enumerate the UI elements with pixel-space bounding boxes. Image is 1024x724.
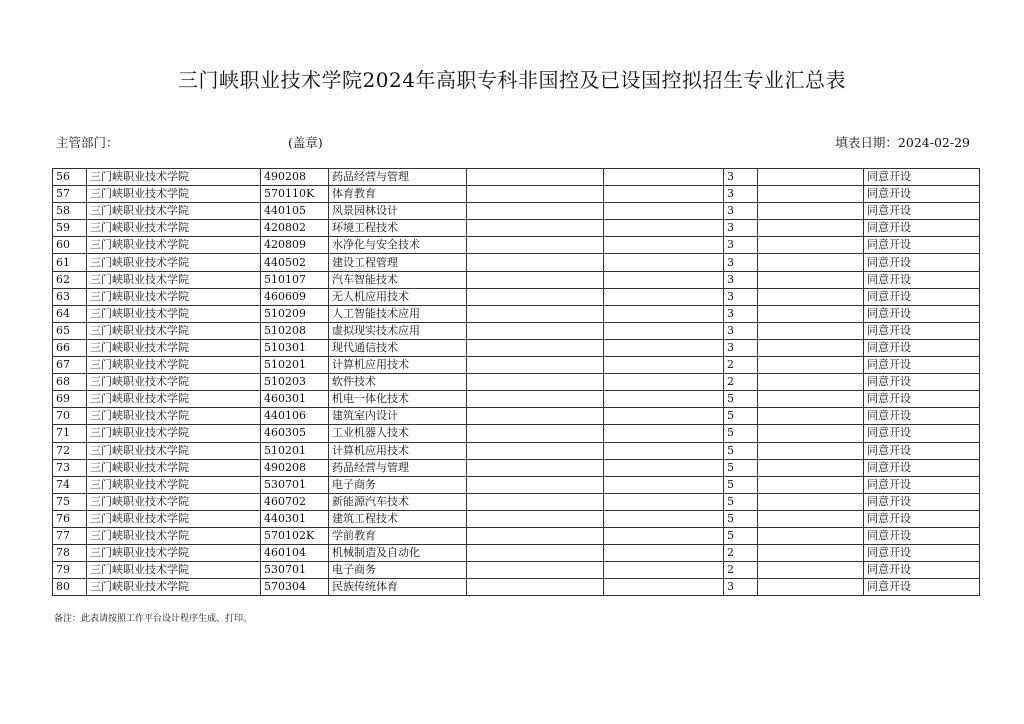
major-code-cell: 490208 [261,169,329,186]
approval-status-cell: 同意开设 [864,339,980,356]
fill-date-label: 填表日期：2024-02-29 [835,135,970,150]
major-code-cell: 460104 [261,545,329,562]
approval-status-cell: 同意开设 [864,254,980,271]
blank-cell [758,579,864,596]
row-number-cell: 57 [53,186,87,203]
approval-status-cell: 同意开设 [864,442,980,459]
duration-cell: 5 [724,425,758,442]
school-name-cell: 三门峡职业技术学院 [87,459,261,476]
school-name-cell: 三门峡职业技术学院 [87,408,261,425]
school-name-cell: 三门峡职业技术学院 [87,254,261,271]
blank-cell [758,339,864,356]
blank-cell [467,186,604,203]
school-name-cell: 三门峡职业技术学院 [87,305,261,322]
duration-cell: 5 [724,476,758,493]
major-name-cell: 计算机应用技术 [329,442,467,459]
blank-cell [467,408,604,425]
blank-cell [604,442,724,459]
major-code-cell: 420809 [261,237,329,254]
major-name-cell: 机械制造及自动化 [329,545,467,562]
major-name-cell: 工业机器人技术 [329,425,467,442]
table-row [53,442,980,459]
table-row [53,322,980,339]
blank-cell [604,408,724,425]
school-name-cell: 三门峡职业技术学院 [87,425,261,442]
table-row [53,305,980,322]
duration-cell: 5 [724,459,758,476]
duration-cell: 5 [724,493,758,510]
school-name-cell: 三门峡职业技术学院 [87,339,261,356]
blank-cell [758,288,864,305]
blank-cell [758,425,864,442]
school-name-cell: 三门峡职业技术学院 [87,271,261,288]
blank-cell [758,493,864,510]
school-name-cell: 三门峡职业技术学院 [87,169,261,186]
row-number-cell: 58 [53,203,87,220]
blank-cell [758,459,864,476]
approval-status-cell: 同意开设 [864,305,980,322]
row-number-cell: 68 [53,374,87,391]
major-code-cell: 510203 [261,374,329,391]
major-code-cell: 440106 [261,408,329,425]
blank-cell [758,442,864,459]
approval-status-cell: 同意开设 [864,459,980,476]
table-row [53,579,980,596]
approval-status-cell: 同意开设 [864,425,980,442]
blank-cell [758,271,864,288]
approval-status-cell: 同意开设 [864,493,980,510]
table-row [53,169,980,186]
approval-status-cell: 同意开设 [864,408,980,425]
major-name-cell: 人工智能技术应用 [329,305,467,322]
row-number-cell: 78 [53,545,87,562]
blank-cell [467,527,604,544]
duration-cell: 3 [724,169,758,186]
table-row [53,339,980,356]
blank-cell [758,203,864,220]
approval-status-cell: 同意开设 [864,271,980,288]
major-name-cell: 电子商务 [329,476,467,493]
duration-cell: 3 [724,203,758,220]
duration-cell: 3 [724,186,758,203]
major-name-cell: 民族传统体育 [329,579,467,596]
major-name-cell: 药品经营与管理 [329,459,467,476]
footnote: 备注：此表请按照工作平台设计程序生成、打印。 [54,614,253,624]
major-name-cell: 建设工程管理 [329,254,467,271]
blank-cell [467,442,604,459]
table-row [53,476,980,493]
school-name-cell: 三门峡职业技术学院 [87,357,261,374]
table-row [53,408,980,425]
table-row [53,203,980,220]
table-row [53,254,980,271]
major-name-cell: 电子商务 [329,562,467,579]
blank-cell [467,220,604,237]
table-row [53,562,980,579]
major-code-cell: 510201 [261,357,329,374]
duration-cell: 3 [724,339,758,356]
row-number-cell: 76 [53,510,87,527]
table-row [53,459,980,476]
school-name-cell: 三门峡职业技术学院 [87,442,261,459]
major-code-cell: 440301 [261,510,329,527]
approval-status-cell: 同意开设 [864,288,980,305]
approval-status-cell: 同意开设 [864,545,980,562]
blank-cell [758,220,864,237]
school-name-cell: 三门峡职业技术学院 [87,220,261,237]
blank-cell [758,408,864,425]
row-number-cell: 61 [53,254,87,271]
major-name-cell: 药品经营与管理 [329,169,467,186]
blank-cell [604,476,724,493]
duration-cell: 2 [724,374,758,391]
major-code-cell: 510208 [261,322,329,339]
duration-cell: 3 [724,579,758,596]
school-name-cell: 三门峡职业技术学院 [87,237,261,254]
major-name-cell: 体育教育 [329,186,467,203]
blank-cell [604,339,724,356]
blank-cell [758,305,864,322]
blank-cell [467,493,604,510]
duration-cell: 3 [724,237,758,254]
table-row [53,391,980,408]
blank-cell [604,459,724,476]
blank-cell [604,169,724,186]
blank-cell [467,322,604,339]
duration-cell: 5 [724,527,758,544]
major-code-cell: 510107 [261,271,329,288]
major-code-cell: 460301 [261,391,329,408]
major-name-cell: 汽车智能技术 [329,271,467,288]
blank-cell [604,374,724,391]
blank-cell [758,476,864,493]
table-row [53,545,980,562]
approval-status-cell: 同意开设 [864,579,980,596]
major-code-cell: 440502 [261,254,329,271]
blank-cell [604,237,724,254]
department-label: 主管部门： [56,135,119,150]
duration-cell: 3 [724,288,758,305]
blank-cell [604,493,724,510]
major-name-cell: 软件技术 [329,374,467,391]
blank-cell [604,545,724,562]
approval-status-cell: 同意开设 [864,322,980,339]
approval-status-cell: 同意开设 [864,510,980,527]
school-name-cell: 三门峡职业技术学院 [87,203,261,220]
duration-cell: 2 [724,562,758,579]
page-title: 三门峡职业技术学院2024年高职专科非国控及已设国控拟招生专业汇总表 [178,68,846,92]
major-name-cell: 无人机应用技术 [329,288,467,305]
blank-cell [467,510,604,527]
major-name-cell: 机电一体化技术 [329,391,467,408]
row-number-cell: 56 [53,169,87,186]
row-number-cell: 62 [53,271,87,288]
row-number-cell: 73 [53,459,87,476]
table-row [53,271,980,288]
row-number-cell: 77 [53,527,87,544]
approval-status-cell: 同意开设 [864,169,980,186]
table-row [53,527,980,544]
table-row [53,374,980,391]
blank-cell [604,254,724,271]
blank-cell [467,545,604,562]
duration-cell: 5 [724,442,758,459]
blank-cell [604,510,724,527]
major-code-cell: 490208 [261,459,329,476]
approval-status-cell: 同意开设 [864,186,980,203]
blank-cell [604,562,724,579]
major-code-cell: 510301 [261,339,329,356]
row-number-cell: 63 [53,288,87,305]
blank-cell [467,476,604,493]
table-row [53,288,980,305]
approval-status-cell: 同意开设 [864,476,980,493]
school-name-cell: 三门峡职业技术学院 [87,186,261,203]
blank-cell [758,237,864,254]
blank-cell [758,169,864,186]
major-code-cell: 570102K [261,527,329,544]
blank-cell [604,271,724,288]
blank-cell [604,288,724,305]
major-name-cell: 建筑工程技术 [329,510,467,527]
approval-status-cell: 同意开设 [864,391,980,408]
blank-cell [758,357,864,374]
blank-cell [467,357,604,374]
school-name-cell: 三门峡职业技术学院 [87,493,261,510]
blank-cell [467,203,604,220]
row-number-cell: 75 [53,493,87,510]
blank-cell [467,374,604,391]
duration-cell: 3 [724,305,758,322]
blank-cell [604,527,724,544]
blank-cell [758,562,864,579]
row-number-cell: 59 [53,220,87,237]
duration-cell: 2 [724,357,758,374]
blank-cell [604,203,724,220]
blank-cell [758,322,864,339]
blank-cell [467,459,604,476]
blank-cell [467,288,604,305]
major-summary-table [52,168,980,596]
blank-cell [467,169,604,186]
row-number-cell: 67 [53,357,87,374]
school-name-cell: 三门峡职业技术学院 [87,510,261,527]
blank-cell [758,374,864,391]
blank-cell [467,271,604,288]
major-name-cell: 环境工程技术 [329,220,467,237]
table-row [53,186,980,203]
row-number-cell: 60 [53,237,87,254]
table-row [53,357,980,374]
blank-cell [604,220,724,237]
duration-cell: 3 [724,322,758,339]
major-code-cell: 460609 [261,288,329,305]
major-name-cell: 水净化与安全技术 [329,237,467,254]
blank-cell [758,527,864,544]
major-code-cell: 460305 [261,425,329,442]
major-code-cell: 420802 [261,220,329,237]
school-name-cell: 三门峡职业技术学院 [87,391,261,408]
blank-cell [467,339,604,356]
blank-cell [467,562,604,579]
major-name-cell: 现代通信技术 [329,339,467,356]
blank-cell [758,391,864,408]
duration-cell: 5 [724,510,758,527]
blank-cell [604,425,724,442]
blank-cell [604,391,724,408]
row-number-cell: 64 [53,305,87,322]
school-name-cell: 三门峡职业技术学院 [87,579,261,596]
school-name-cell: 三门峡职业技术学院 [87,476,261,493]
school-name-cell: 三门峡职业技术学院 [87,545,261,562]
approval-status-cell: 同意开设 [864,374,980,391]
duration-cell: 3 [724,271,758,288]
approval-status-cell: 同意开设 [864,357,980,374]
blank-cell [758,186,864,203]
duration-cell: 2 [724,545,758,562]
blank-cell [604,322,724,339]
duration-cell: 5 [724,391,758,408]
duration-cell: 3 [724,254,758,271]
blank-cell [604,357,724,374]
major-code-cell: 530701 [261,562,329,579]
table-row [53,510,980,527]
duration-cell: 5 [724,408,758,425]
blank-cell [604,305,724,322]
school-name-cell: 三门峡职业技术学院 [87,527,261,544]
row-number-cell: 80 [53,579,87,596]
blank-cell [467,579,604,596]
school-name-cell: 三门峡职业技术学院 [87,562,261,579]
approval-status-cell: 同意开设 [864,562,980,579]
blank-cell [467,305,604,322]
row-number-cell: 74 [53,476,87,493]
table-row [53,237,980,254]
approval-status-cell: 同意开设 [864,203,980,220]
row-number-cell: 72 [53,442,87,459]
major-code-cell: 530701 [261,476,329,493]
blank-cell [604,579,724,596]
blank-cell [467,237,604,254]
major-name-cell: 虚拟现实技术应用 [329,322,467,339]
school-name-cell: 三门峡职业技术学院 [87,322,261,339]
approval-status-cell: 同意开设 [864,237,980,254]
row-number-cell: 71 [53,425,87,442]
approval-status-cell: 同意开设 [864,527,980,544]
major-code-cell: 510201 [261,442,329,459]
row-number-cell: 65 [53,322,87,339]
table-row [53,493,980,510]
row-number-cell: 69 [53,391,87,408]
seal-label: (盖章) [288,135,323,150]
school-name-cell: 三门峡职业技术学院 [87,374,261,391]
approval-status-cell: 同意开设 [864,220,980,237]
major-name-cell: 学前教育 [329,527,467,544]
row-number-cell: 70 [53,408,87,425]
major-code-cell: 440105 [261,203,329,220]
major-name-cell: 新能源汽车技术 [329,493,467,510]
duration-cell: 3 [724,220,758,237]
blank-cell [467,391,604,408]
blank-cell [467,254,604,271]
major-name-cell: 建筑室内设计 [329,408,467,425]
school-name-cell: 三门峡职业技术学院 [87,288,261,305]
major-name-cell: 风景园林设计 [329,203,467,220]
row-number-cell: 66 [53,339,87,356]
major-code-cell: 460702 [261,493,329,510]
blank-cell [758,254,864,271]
major-name-cell: 计算机应用技术 [329,357,467,374]
blank-cell [758,545,864,562]
major-code-cell: 510209 [261,305,329,322]
table-row [53,425,980,442]
blank-cell [758,510,864,527]
table-row [53,220,980,237]
row-number-cell: 79 [53,562,87,579]
blank-cell [467,425,604,442]
major-code-cell: 570304 [261,579,329,596]
blank-cell [604,186,724,203]
major-code-cell: 570110K [261,186,329,203]
